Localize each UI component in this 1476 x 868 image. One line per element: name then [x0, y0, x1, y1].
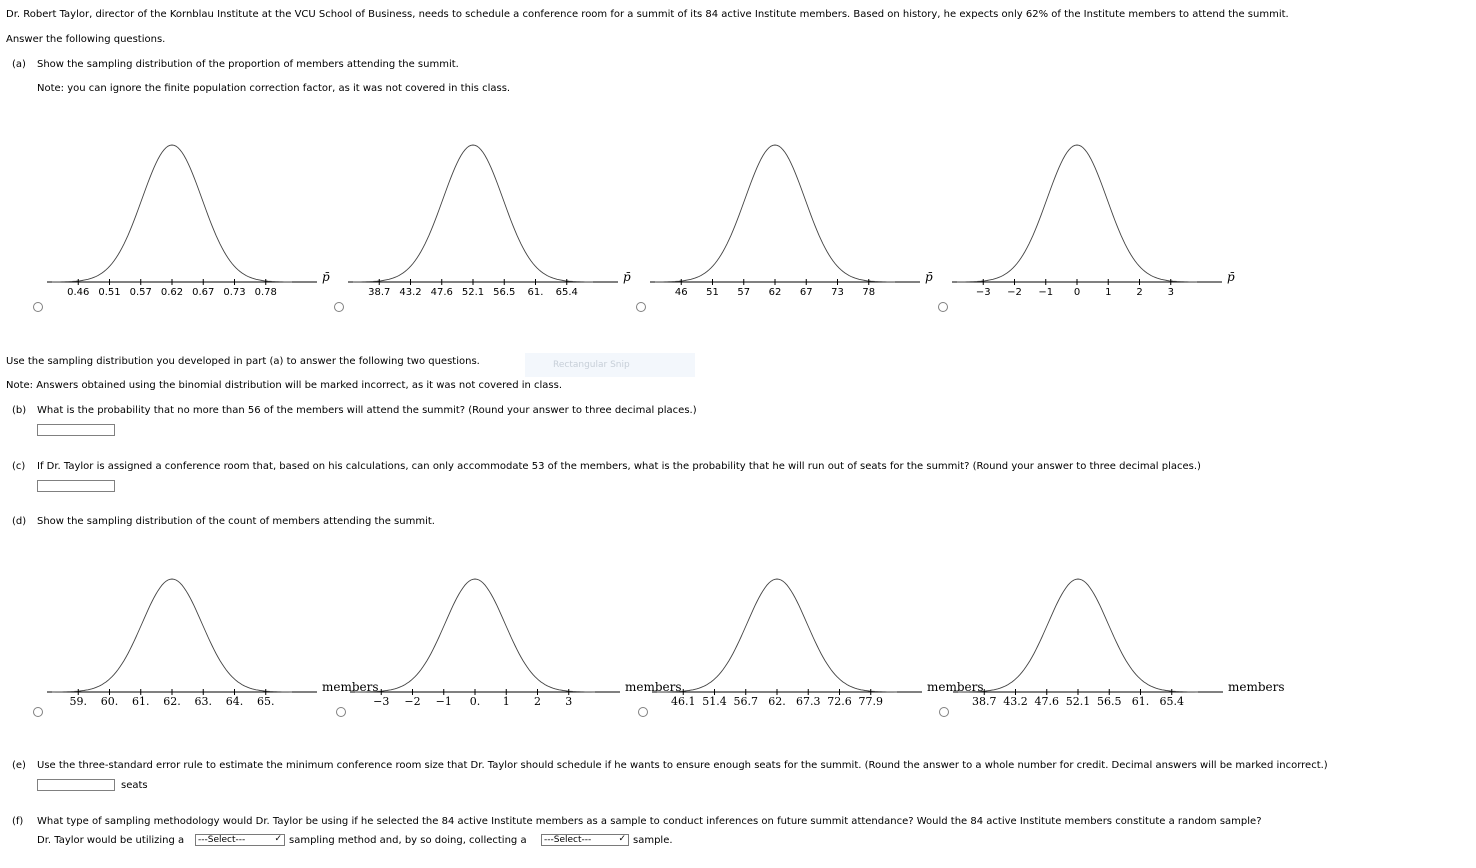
axis-label: members [1228, 680, 1285, 694]
tick-label: 38.7 [972, 695, 997, 708]
tick-label: 2 [1136, 287, 1143, 298]
bridge-note: Note: Answers obtained using the binomial distribution will be marked incorrect, as it was not covered in class. [6, 380, 563, 391]
tick-label: 59. [69, 695, 87, 708]
tick-label: −2 [1007, 287, 1022, 298]
chevron-down-icon: ✓ [618, 834, 626, 844]
axis-label: p̄ [322, 270, 330, 284]
axis-label: p̄ [1227, 270, 1235, 284]
tick-label: −3 [975, 287, 991, 298]
tick-label: 61. [1131, 695, 1150, 708]
tick-label: 0 [1073, 287, 1081, 298]
normal-curve [355, 579, 595, 692]
answer-prompt: Answer the following questions. [6, 34, 166, 45]
tick-label: 56.5 [1097, 695, 1122, 708]
part-a-note: Note: you can ignore the finite population correction factor, as it was not covered in this class. [37, 83, 511, 94]
part-a-option-4-graph [947, 140, 1247, 320]
tick-label: 0.46 [67, 287, 90, 298]
tick-label: 72.6 [827, 695, 852, 708]
tick-label: 57 [737, 287, 751, 298]
tick-label: 43.2 [399, 287, 422, 298]
sample-type-select-value: ---Select--- [544, 835, 592, 845]
part-d-option-4-graph [948, 552, 1285, 732]
part-a-option-3-graph [645, 140, 945, 320]
tick-label: 0.78 [254, 287, 277, 298]
tick-label: 52.1 [1065, 695, 1091, 708]
tick-label: 46.1 [671, 695, 696, 708]
tick-label: 0.73 [223, 287, 246, 298]
tick-label: −1 [1038, 287, 1054, 298]
part-a-option-1-graph [42, 140, 342, 320]
tick-label: 65.4 [555, 287, 578, 298]
part-c-label: (c) [12, 461, 26, 472]
tick-label: 65. [257, 695, 275, 708]
axis-label: members [625, 680, 682, 694]
tick-label: 65.4 [1159, 695, 1184, 708]
bridge-text: Use the sampling distribution you developed in part (a) to answer the following two questions. [6, 356, 480, 367]
part-f-label: (f) [12, 816, 24, 827]
part-a-label: (a) [12, 59, 26, 70]
normal-curve [957, 145, 1197, 282]
tick-label: 61. [132, 695, 150, 708]
tick-label: 67.3 [796, 695, 821, 708]
part-d-option-2-graph [345, 552, 682, 732]
part-c-answer-input[interactable] [37, 480, 115, 492]
tick-label: 73 [831, 287, 844, 298]
tick-label: 3 [565, 695, 573, 708]
tick-label: −3 [373, 695, 390, 708]
part-b-label: (b) [12, 405, 27, 416]
tick-label: 2 [534, 695, 541, 708]
normal-curve [655, 145, 895, 282]
tick-label: 3 [1167, 287, 1174, 298]
tick-label: 63. [194, 695, 212, 708]
tick-label: 67 [799, 287, 813, 298]
tick-label: 0. [469, 695, 481, 708]
part-d-label: (d) [12, 516, 27, 527]
normal-curve [353, 145, 593, 282]
tick-label: 78 [862, 287, 876, 298]
tick-label: 47.6 [1034, 695, 1059, 708]
part-f-sentence-mid: sampling method and, by so doing, collecting a [289, 835, 527, 846]
chevron-down-icon: ✓ [274, 834, 282, 844]
tick-label: 62. [768, 695, 786, 708]
part-e-question: Use the three-standard error rule to estimate the minimum conference room size that Dr. Taylor should schedule if he wants to ensure enough seats for the summit. (Round the answer to a whole number for credit. Decimal answers will be marked incorrect.) [37, 760, 1328, 771]
part-d-option-3-graph [647, 552, 984, 732]
normal-curve [958, 579, 1198, 692]
tick-label: 51.4 [702, 695, 727, 708]
tick-label: 77.9 [858, 695, 883, 708]
normal-curve [657, 579, 897, 692]
part-b-question: What is the probability that no more than 56 of the members will attend the summit? (Round your answer to three decimal places.) [37, 405, 697, 416]
part-c-question: If Dr. Taylor is assigned a conference room that, based on his calculations, can only accommodate 53 of the members, what is the probability that he will run out of seats for the summit? (Round your answer to three decimal places.) [37, 461, 1201, 472]
sampling-method-select-value: ---Select--- [198, 835, 246, 845]
part-d-option-1-graph [42, 552, 379, 732]
tick-label: 56.7 [733, 695, 758, 708]
tick-label: 38.7 [368, 287, 391, 298]
tick-label: 0.57 [129, 287, 152, 298]
tick-label: −2 [404, 695, 421, 708]
rectangular-snip-overlay: Rectangular Snip [525, 353, 695, 377]
part-e-unit: seats [121, 780, 148, 791]
sample-type-select[interactable] [541, 834, 629, 846]
tick-label: 56.5 [493, 287, 516, 298]
tick-label: 61. [527, 287, 544, 298]
part-a-question: Show the sampling distribution of the proportion of members attending the summit. [37, 59, 459, 70]
axis-label: members [927, 680, 984, 694]
tick-label: 0.51 [98, 287, 121, 298]
part-f-sentence-start: Dr. Taylor would be utilizing a [37, 835, 185, 846]
axis-label: p̄ [925, 270, 933, 284]
tick-label: 51 [706, 287, 719, 298]
tick-label: 0.62 [160, 287, 184, 298]
tick-label: 52.1 [461, 287, 485, 298]
tick-label: −1 [435, 695, 452, 708]
tick-label: 0.67 [192, 287, 215, 298]
tick-label: 43.2 [1003, 695, 1028, 708]
tick-label: 60. [100, 695, 119, 708]
tick-label: 1 [502, 695, 510, 708]
normal-curve [52, 145, 292, 282]
part-a-option-2-graph [343, 140, 643, 320]
part-b-answer-input[interactable] [37, 424, 115, 436]
sampling-method-select[interactable] [195, 834, 285, 846]
part-d-question: Show the sampling distribution of the count of members attending the summit. [37, 516, 435, 527]
part-e-answer-input[interactable] [37, 779, 115, 791]
axis-label: p̄ [623, 270, 631, 284]
problem-intro: Dr. Robert Taylor, director of the Kornblau Institute at the VCU School of Business, needs to schedule a conference room for a summit of its 84 active Institute members. Based on history, he expects only 62% of the Institute members to attend the summit. [6, 9, 1289, 20]
part-f-sentence-end: sample. [633, 835, 673, 846]
tick-label: 47.6 [430, 287, 453, 298]
tick-label: 62 [768, 287, 782, 298]
part-f-question: What type of sampling methodology would Dr. Taylor be using if he selected the 84 active Institute members as a sample to conduct inferences on future summit attendance? Would the 84 active Institute members constitute a random sample? [37, 816, 1262, 827]
tick-label: 64. [225, 695, 244, 708]
tick-label: 1 [1105, 287, 1112, 298]
tick-label: 46 [674, 287, 688, 298]
part-e-label: (e) [12, 760, 26, 771]
axis-label: members [322, 680, 379, 694]
tick-label: 62. [163, 695, 181, 708]
normal-curve [52, 579, 292, 692]
